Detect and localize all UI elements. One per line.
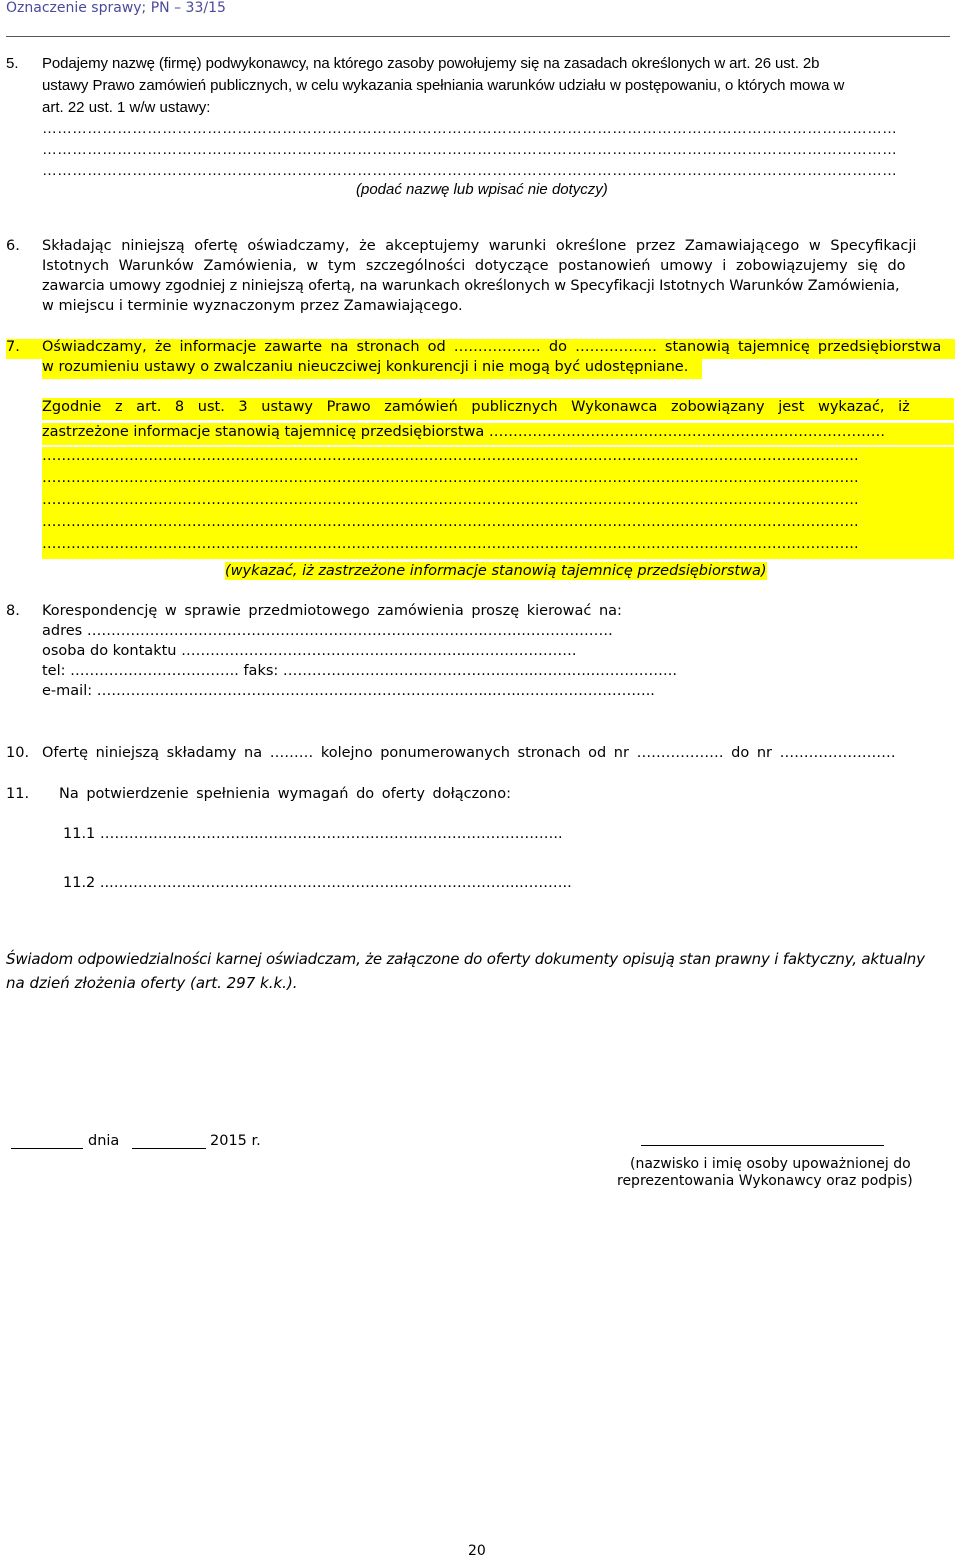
date-blank[interactable] (132, 1148, 206, 1149)
date-label: dnia (88, 1133, 120, 1149)
section-5-number: 5. (6, 55, 19, 72)
signature-caption-1: (nazwisko i imię osoby upoważnionej do (630, 1156, 911, 1172)
section-5-line-1: Podajemy nazwę (firmę) podwykonawcy, na którego zasoby powołujemy się na zasadach określonych w art. 26 ust. 2b (42, 55, 820, 72)
year-label: 2015 r. (210, 1133, 261, 1149)
section-7-line-2: w rozumieniu ustawy o zwalczaniu nieuczciwej konkurencji i nie mogą być udostępniane. (42, 359, 689, 375)
justification-field-5[interactable]: ……………………………………………………………………………………………………………………………………………………. (42, 536, 859, 552)
section-10-text[interactable]: Ofertę niniejszą składamy na ……… kolejno ponumerowanych stronach od nr ……………… do nr …………………… (42, 745, 896, 761)
justification-field-2[interactable]: ……………………………………………………………………………………………………………………………………………………. (42, 470, 859, 486)
header-divider (6, 36, 950, 37)
subcontractor-name-field-3[interactable]: ……………………………………………………………………………………………………………………………………………………… (42, 162, 897, 179)
justification-field-3[interactable]: ……………………………………………………………………………………………………………………………………………………. (42, 492, 859, 508)
subcontractor-name-field-1[interactable]: ……………………………………………………………………………………………………………………………………………………… (42, 120, 897, 137)
section-6-number: 6. (6, 238, 20, 254)
signature-caption-2: reprezentowania Wykonawcy oraz podpis) (617, 1173, 913, 1189)
section-5-line-2: ustawy Prawo zamówień publicznych, w celu wykazania spełniania warunków udziału w postępowaniu, o których mowa w (42, 77, 845, 94)
section-10-number: 10. (6, 745, 30, 761)
place-blank[interactable] (11, 1148, 83, 1149)
section-11-number: 11. (6, 786, 30, 802)
email-field[interactable]: e-mail: ………………………………………………………………….…....…...…….……………….. (42, 683, 655, 699)
justification-field-1[interactable]: ……………………………………………………………………………………………………………………………………………………. (42, 448, 859, 464)
contact-person-field[interactable]: osoba do kontaktu …………………………………………………...…………………. (42, 643, 577, 659)
section-5-hint: (podać nazwę lub wpisać nie dotyczy) (356, 181, 608, 198)
declaration-line-2: na dzień złożenia oferty (art. 297 k.k.). (6, 974, 298, 992)
phone-fax-field[interactable]: tel: …………………………….. faks: ………………………………………..…...…….…..…………….. (42, 663, 677, 679)
declaration-line-1: Świadom odpowiedzialności karnej oświadczam, że załączone do oferty dokumenty opisują stan prawny i faktyczny, aktualny (6, 950, 925, 968)
section-6-line-3: zawarcia umowy zgodniej z niniejszą ofertą, na warunkach określonych w Specyfikacji Istotnych Warunków Zamówienia, (42, 278, 900, 294)
section-6-line-2: Istotnych Warunków Zamówienia, w tym szczególności dotyczące postanowień umowy i zobowiązujemy się do (42, 258, 906, 274)
section-7-hint: (wykazać, iż zastrzeżone informacje stanowią tajemnicę przedsiębiorstwa) (225, 563, 767, 579)
justification-line-2[interactable]: zastrzeżone informacje stanowią tajemnicę przedsiębiorstwa ………………………………………………………………………. (42, 424, 885, 440)
section-7-number: 7. (6, 339, 20, 355)
attachment-item-2[interactable]: 11.2 ...………………………………………………………………………...……….. (63, 875, 572, 891)
section-8-number: 8. (6, 603, 20, 619)
subcontractor-name-field-2[interactable]: ……………………………………………………………………………………………………………………………………………………… (42, 141, 897, 158)
section-5-line-3: art. 22 ust. 1 w/w ustawy: (42, 99, 211, 116)
justification-field-4[interactable]: ……………………………………………………………………………………………………………………………………………………. (42, 514, 859, 530)
section-6-line-1: Składając niniejszą ofertę oświadczamy, że akceptujemy warunki określone przez Zamawiającego w Specyfikacji (42, 238, 917, 254)
section-6-line-4: w miejscu i terminie wyznaczonym przez Zamawiającego. (42, 298, 463, 314)
section-8-title: Korespondencję w sprawie przedmiotowego zamówienia proszę kierować na: (42, 603, 622, 619)
page-number: 20 (468, 1543, 486, 1559)
justification-line-1: Zgodnie z art. 8 ust. 3 ustawy Prawo zamówień publicznych Wykonawca zobowiązany jest wykazać, iż (42, 399, 910, 415)
section-11-title: Na potwierdzenie spełnienia wymagań do oferty dołączono: (59, 786, 511, 802)
attachment-item-1[interactable]: 11.1 …………………………...…………………….……………………………….. (63, 826, 563, 842)
case-reference: Oznaczenie sprawy; PN – 33/15 (6, 0, 226, 16)
section-7-line-1: Oświadczamy, że informacje zawarte na stronach od ……………… do …………….. stanowią tajemnicę przedsiębiorstwa (42, 339, 942, 355)
signature-line[interactable] (641, 1145, 884, 1146)
address-field[interactable]: adres ……………………………………………………………………….……..………………. (42, 623, 613, 639)
